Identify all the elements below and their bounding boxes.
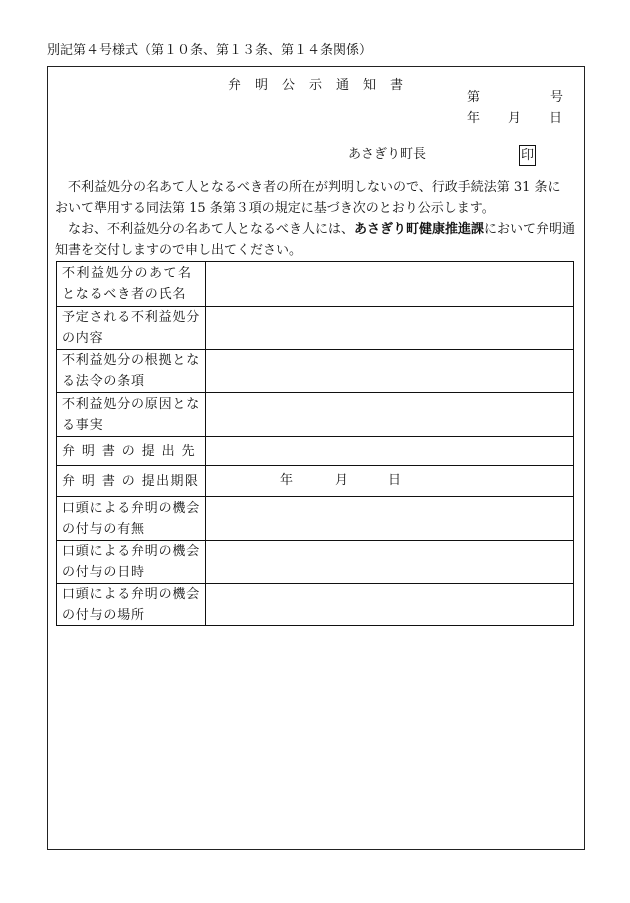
row-label-line: の内容: [62, 331, 104, 346]
row-label-line: 口頭による弁明の機会: [62, 586, 201, 602]
body-line-2: おいて準用する同法第 15 条第３項の規定に基づき次のとおり公示します。: [55, 201, 495, 216]
document-title: 弁 明 公 示 通 知 書: [228, 78, 404, 93]
body-line-3: [55, 219, 575, 240]
row-value-cause-facts: [206, 393, 573, 436]
row-label-oral-hearing-datetime: [57, 541, 206, 583]
row-value-oral-hearing-datetime: [206, 541, 573, 583]
deadline-month-label: 月: [335, 473, 349, 488]
document-number-suffix: 号: [550, 90, 564, 105]
table-row: [57, 306, 573, 349]
form-number-label: 別記第４号様式（第１０条、第１３条、第１４条関係）: [47, 43, 373, 58]
row-label-oral-hearing-place: [57, 584, 206, 625]
row-label-line: る事実: [62, 417, 104, 433]
row-label-line: 口頭による弁明の機会: [62, 544, 201, 559]
row-label-line: となるべき者の氏名: [62, 287, 187, 302]
row-value-submission-destination: [206, 437, 573, 465]
row-label-line: る法令の条項: [62, 374, 145, 389]
document-number-prefix: 第: [467, 90, 481, 105]
row-label-line: の付与の日時: [62, 565, 145, 580]
row-label-cause-facts: [57, 393, 206, 436]
row-label-line: 弁 明 書 の 提 出 先: [62, 443, 196, 459]
table-row: [57, 349, 573, 392]
table-row: [57, 262, 573, 306]
table-row: [57, 540, 573, 583]
issue-date-month: 月: [508, 111, 522, 126]
row-label-line: 不利益処分のあて名: [62, 266, 193, 281]
row-label-line: の付与の有無: [62, 521, 145, 537]
issue-date-year: 年: [467, 111, 481, 126]
deadline-day-label: 日: [388, 473, 402, 488]
row-label-oral-hearing-availability: [57, 497, 206, 540]
deadline-year-label: 年: [280, 473, 294, 488]
row-value-oral-hearing-availability: [206, 497, 573, 540]
row-label-addressee-name: [57, 262, 206, 306]
table-row: [57, 583, 573, 625]
department-name: あさぎり町健康推進課: [354, 222, 485, 237]
body-line-3-tail: において弁明通: [484, 222, 576, 237]
table-row: [57, 496, 573, 540]
row-label-legal-basis: [57, 350, 206, 392]
seal-stamp: 印: [519, 145, 536, 166]
body-line-1: 不利益処分の名あて人となるべき者の所在が判明しないので、行政手続法第 31 条に: [55, 180, 561, 195]
row-value-submission-deadline: [206, 466, 573, 496]
issuer-name: あさぎり町長: [348, 147, 427, 162]
row-label-planned-disposition: [57, 307, 206, 349]
row-label-line: 不利益処分の根拠とな: [62, 353, 201, 368]
row-label-submission-deadline: [57, 466, 206, 496]
table-row: [57, 392, 573, 436]
row-label-line: 予定される不利益処分: [62, 310, 201, 325]
table-row: [57, 436, 573, 465]
row-value-oral-hearing-place: [206, 584, 573, 625]
row-label-submission-destination: [57, 437, 206, 465]
issue-date-day: 日: [549, 111, 563, 126]
row-label-line: の付与の場所: [62, 607, 145, 623]
body-line-4: 知書を交付しますので申し出てください。: [55, 243, 303, 258]
row-label-line: 口頭による弁明の機会: [62, 500, 201, 516]
notice-body: [55, 177, 575, 261]
row-value-planned-disposition: [206, 307, 573, 349]
row-value-legal-basis: [206, 350, 573, 392]
table-row: [57, 465, 573, 496]
row-label-line: 弁 明 書 の 提出期限: [62, 473, 200, 489]
row-label-line: 不利益処分の原因とな: [62, 396, 201, 412]
row-value-addressee-name: [206, 262, 573, 306]
notice-table: [56, 261, 574, 626]
body-line-3-lead: なお、不利益処分の名あて人となるべき人には、: [55, 222, 355, 237]
